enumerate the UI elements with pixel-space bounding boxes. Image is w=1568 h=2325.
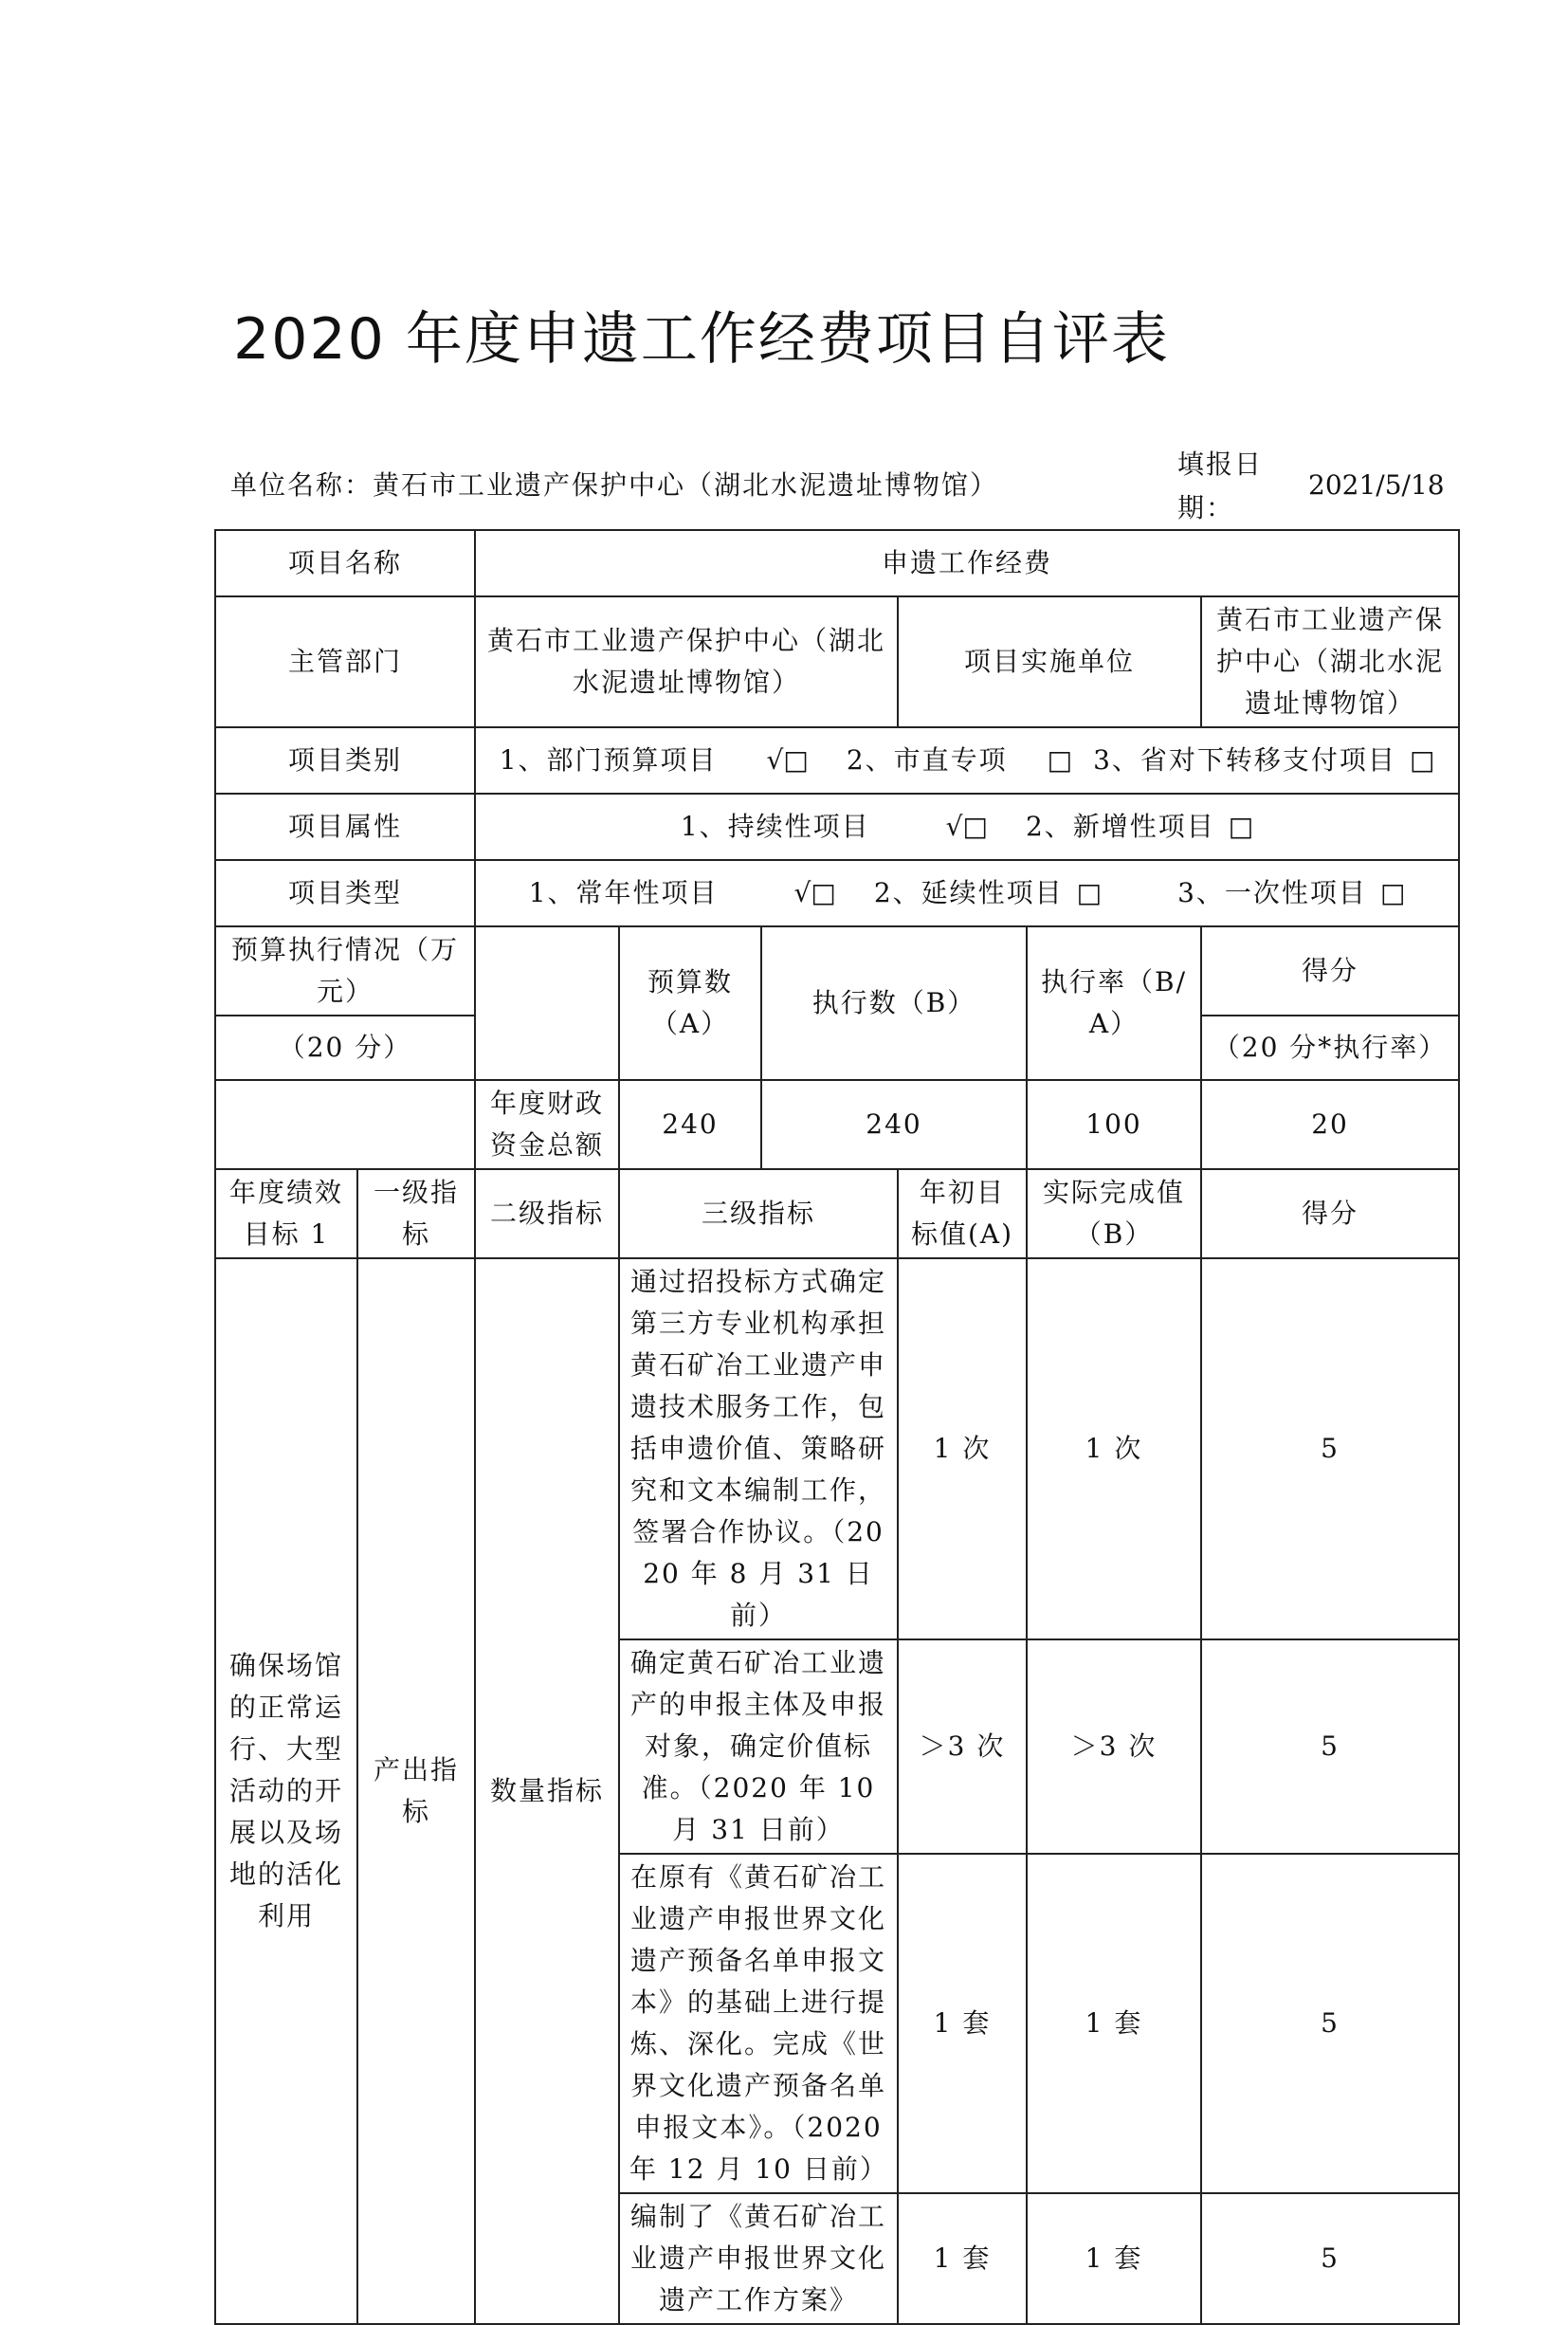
attr-opt2: 2、新增性项目	[1025, 811, 1215, 842]
level1-header: 一级指标	[357, 1169, 475, 1258]
project-name-value: 申遗工作经费	[475, 530, 1459, 596]
exec-value: 240	[761, 1080, 1027, 1169]
budget-score-formula: （20 分*执行率）	[1201, 1016, 1459, 1080]
budget-row-label: 年度财政资金总额	[475, 1080, 619, 1169]
score-value: 20	[1201, 1080, 1459, 1169]
target-cell: ＞3 次	[898, 1639, 1027, 1854]
attr-options	[475, 794, 1459, 860]
budget-score-weight: （20 分）	[215, 1016, 475, 1080]
category-opt1: 1、部门预算项目	[499, 744, 718, 776]
dept-value: 黄石市工业遗产保护中心（湖北水泥遗址博物馆）	[475, 596, 898, 727]
dept-label: 主管部门	[215, 596, 475, 727]
project-name-label: 项目名称	[215, 530, 475, 596]
level3-cell: 确定黄石矿冶工业遗产的申报主体及申报对象，确定价值标准。（2020 年 10 月 31 日前）	[619, 1639, 898, 1854]
type-opt1: 1、常年性项目	[528, 877, 719, 908]
budget-col-score: 得分	[1201, 926, 1459, 1016]
category-opt3-mark: □	[1409, 744, 1435, 776]
budget-label: 预算执行情况（万元）	[215, 926, 475, 1016]
type-opt2: 2、延续性项目	[873, 877, 1064, 908]
level3-header: 三级指标	[619, 1169, 898, 1258]
row-score-cell: 5	[1201, 2193, 1459, 2324]
table-row	[215, 1258, 1459, 1639]
actual-cell: ＞3 次	[1027, 1639, 1201, 1854]
score-header: 得分	[1201, 1169, 1459, 1258]
attr-opt1: 1、持续性项目	[680, 811, 870, 842]
impl-label: 项目实施单位	[898, 596, 1201, 727]
actual-cell: 1 次	[1027, 1258, 1201, 1639]
level2-cell: 数量指标	[475, 1258, 619, 2324]
category-opt2: 2、市直专项	[846, 744, 1008, 776]
category-label: 项目类别	[215, 727, 475, 794]
category-opt1-mark: √□	[766, 744, 809, 776]
budget-col-rate: 执行率（B/A）	[1027, 926, 1201, 1080]
attr-opt1-mark: √□	[945, 811, 988, 842]
unit-name: 单位名称：黄石市工业遗产保护中心（湖北水泥遗址博物馆）	[230, 469, 999, 501]
budget-value: 240	[619, 1080, 761, 1169]
attr-opt2-mark: □	[1228, 811, 1254, 842]
row-score-cell: 5	[1201, 1258, 1459, 1639]
date-value: 2021/5/18	[1308, 469, 1445, 501]
budget-col-budget: 预算数（A）	[619, 926, 761, 1080]
type-opt2-mark: □	[1076, 877, 1103, 908]
budget-value-row	[215, 1080, 1459, 1169]
target-cell: 1 次	[898, 1258, 1027, 1639]
row-score-cell: 5	[1201, 1639, 1459, 1854]
budget-col-exec: 执行数（B）	[761, 926, 1027, 1080]
type-opt1-mark: √□	[793, 877, 836, 908]
rate-value: 100	[1027, 1080, 1201, 1169]
category-opt3: 3、省对下转移支付项目	[1093, 744, 1396, 776]
level3-cell: 编制了《黄石矿冶工业遗产申报世界文化遗产工作方案》	[619, 2193, 898, 2324]
department-row	[215, 596, 1459, 727]
type-row	[215, 860, 1459, 926]
page-title: 2020 年度申遗工作经费项目自评表	[233, 306, 1170, 373]
indicator-header-row	[215, 1169, 1459, 1258]
goal-header: 年度绩效目标 1	[215, 1169, 357, 1258]
row-score-cell: 5	[1201, 1854, 1459, 2193]
level3-cell: 通过招投标方式确定第三方专业机构承担黄石矿冶工业遗产申遗技术服务工作，包括申遗价值、策略研究和文本编制工作，签署合作协议。（2020 年 8 月 31 日前）	[619, 1258, 898, 1639]
level2-header: 二级指标	[475, 1169, 619, 1258]
actual-cell: 1 套	[1027, 2193, 1201, 2324]
budget-row-blank	[215, 1080, 475, 1169]
budget-blank-cell	[475, 926, 619, 1080]
target-header: 年初目标值(A)	[898, 1169, 1027, 1258]
category-options	[475, 727, 1459, 794]
actual-cell: 1 套	[1027, 1854, 1201, 2193]
target-cell: 1 套	[898, 1854, 1027, 2193]
type-options	[475, 860, 1459, 926]
type-opt3: 3、一次性项目	[1177, 877, 1367, 908]
level1-cell: 产出指标	[357, 1258, 475, 2324]
attribute-row	[215, 794, 1459, 860]
type-opt3-mark: □	[1379, 877, 1406, 908]
project-name-row	[215, 530, 1459, 596]
date-label: 填报日期：	[1177, 449, 1264, 523]
goal-cell: 确保场馆的正常运行、大型活动的开展以及场地的活化利用	[215, 1258, 357, 2324]
impl-value: 黄石市工业遗产保护中心（湖北水泥遗址博物馆）	[1201, 596, 1459, 727]
category-row	[215, 727, 1459, 794]
budget-header-row	[215, 926, 1459, 1016]
category-opt2-mark: □	[1047, 744, 1073, 776]
actual-header: 实际完成值（B）	[1027, 1169, 1201, 1258]
target-cell: 1 套	[898, 2193, 1027, 2324]
attr-label: 项目属性	[215, 794, 475, 860]
self-evaluation-table	[214, 529, 1460, 2325]
type-label: 项目类型	[215, 860, 475, 926]
level3-cell: 在原有《黄石矿冶工业遗产申报世界文化遗产预备名单申报文本》的基础上进行提炼、深化。完成《世界文化遗产预备名单申报文本》。（2020 年 12 月 10 日前）	[619, 1854, 898, 2193]
